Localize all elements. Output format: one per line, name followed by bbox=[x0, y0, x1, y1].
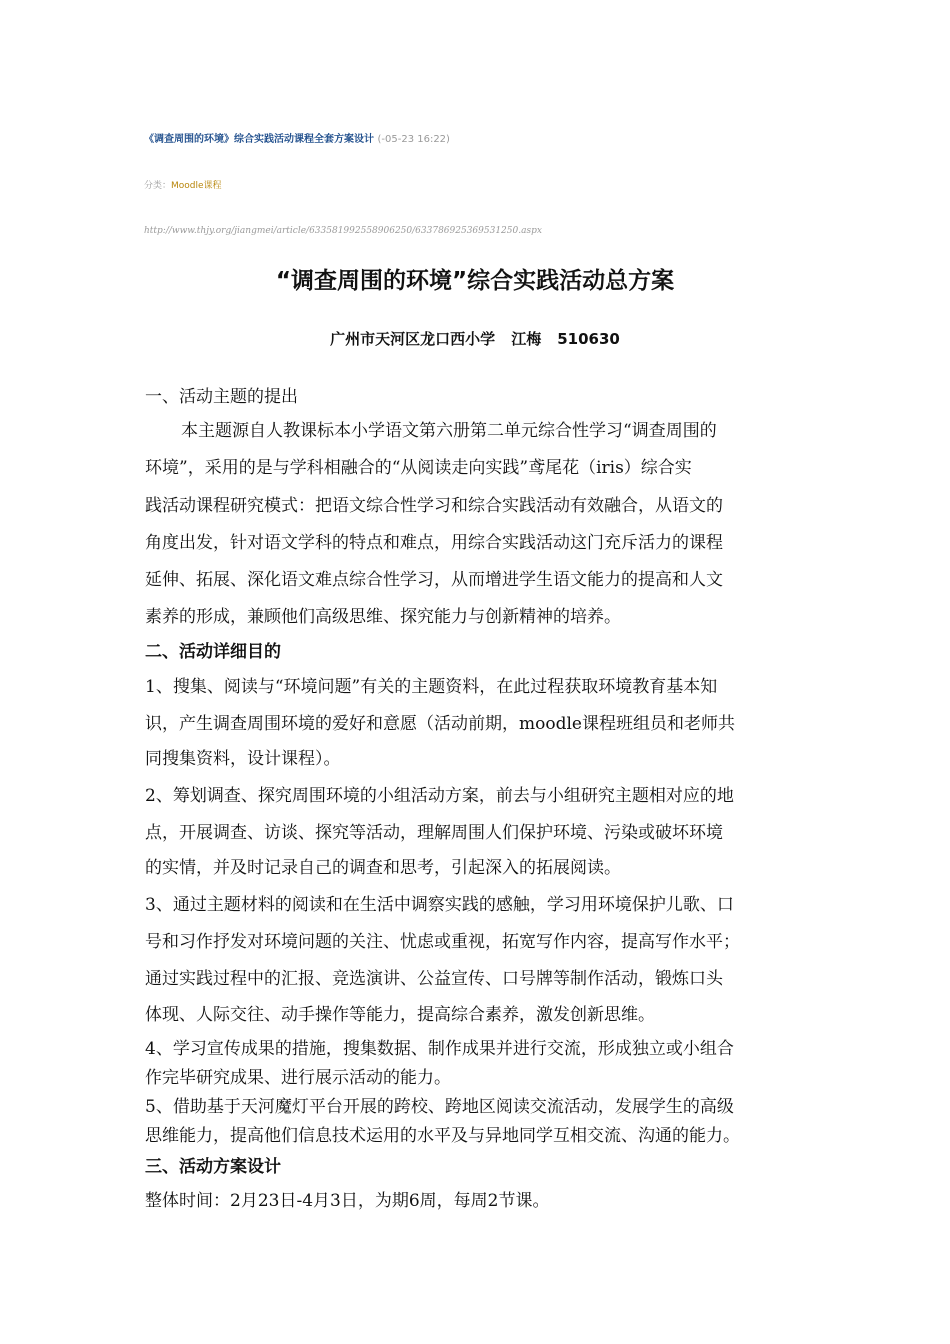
paragraph-line: 通过实践过程中的汇报、竞选演讲、公益宣传、口号牌等制作活动，锻炼口头 bbox=[145, 969, 723, 989]
paragraph-line: 号和习作抒发对环境问题的关注、忧虑或重视，拓宽写作内容，提高写作水平； bbox=[145, 932, 740, 952]
paragraph-line: 本主题源自人教课标本小学语文第六册第二单元综合性学习“调查周围的 bbox=[181, 421, 717, 441]
paragraph-line: 2、筹划调查、探究周围环境的小组活动方案，前去与小组研究主题相对应的地 bbox=[145, 786, 734, 806]
document-title: “调查周围的环境”综合实践活动总方案 bbox=[275, 268, 675, 294]
paragraph-line: 环境”，采用的是与学科相融合的“从阅读走向实践”鸢尾花（iris）综合实 bbox=[145, 458, 692, 478]
postcode: 510630 bbox=[557, 330, 620, 348]
article-timestamp: (-05-23 16:22) bbox=[377, 134, 450, 145]
section-heading-2: 二、活动详细目的 bbox=[145, 642, 281, 662]
paragraph-line: 角度出发，针对语文学科的特点和难点，用综合实践活动这门充斥活力的课程 bbox=[145, 533, 723, 553]
paragraph-line: 践活动课程研究模式：把语文综合性学习和综合实践活动有效融合，从语文的 bbox=[145, 496, 723, 516]
section-heading-1: 一、活动主题的提出 bbox=[145, 387, 298, 407]
author-name: 江梅 bbox=[511, 330, 542, 348]
paragraph-line: 识，产生调查周围环境的爱好和意愿（活动前期，moodle课程班组员和老师共 bbox=[145, 714, 735, 734]
paragraph-line: 1、搜集、阅读与“环境问题”有关的主题资料，在此过程获取环境教育基本知 bbox=[145, 677, 718, 697]
paragraph-line: 延伸、拓展、深化语文难点综合性学习，从而增进学生语文能力的提高和人文 bbox=[145, 570, 723, 590]
paragraph-line: 点，开展调查、访谈、探究等活动，理解周围人们保护环境、污染或破坏环境 bbox=[145, 823, 723, 843]
article-header bbox=[144, 130, 450, 145]
category-link[interactable]: Moodle课程 bbox=[171, 181, 222, 191]
paragraph-line: 4、学习宣传成果的措施，搜集数据、制作成果并进行交流，形成独立或小组合 bbox=[145, 1039, 734, 1059]
paragraph-line: 同搜集资料，设计课程）。 bbox=[145, 749, 341, 769]
paragraph-line: 体现、人际交往、动手操作等能力，提高综合素养，激发创新思维。 bbox=[145, 1005, 655, 1025]
paragraph-line: 素养的形成，兼顾他们高级思维、探究能力与创新精神的培养。 bbox=[145, 607, 621, 627]
paragraph-line: 3、通过主题材料的阅读和在生活中调察实践的感触，学习用环境保护儿歌、口 bbox=[145, 895, 734, 915]
paragraph-line: 思维能力，提高他们信息技术运用的水平及与异地同学互相交流、沟通的能力。 bbox=[145, 1126, 740, 1146]
author-school: 广州市天河区龙口西小学 bbox=[330, 330, 496, 348]
paragraph-line: 整体时间：2月23日-4月3日，为期6周，每周2节课。 bbox=[145, 1191, 550, 1211]
section-heading-3: 三、活动方案设计 bbox=[145, 1157, 281, 1177]
paragraph-line: 作完毕研究成果、进行展示活动的能力。 bbox=[145, 1068, 451, 1088]
paragraph-line: 的实情，并及时记录自己的调查和思考，引起深入的拓展阅读。 bbox=[145, 858, 621, 878]
paragraph-line: 5、借助基于天河魔灯平台开展的跨校、跨地区阅读交流活动，发展学生的高级 bbox=[145, 1097, 734, 1117]
category-label: 分类： bbox=[144, 181, 172, 191]
source-url[interactable]: http://www.thjy.org/jiangmei/article/633581992558906250/633786925369531250.aspx bbox=[144, 226, 542, 236]
article-title-link[interactable]: 《调查周围的环境》综合实践活动课程全套方案设计 bbox=[144, 134, 374, 145]
category-line bbox=[144, 178, 222, 191]
author-line bbox=[0, 328, 950, 349]
